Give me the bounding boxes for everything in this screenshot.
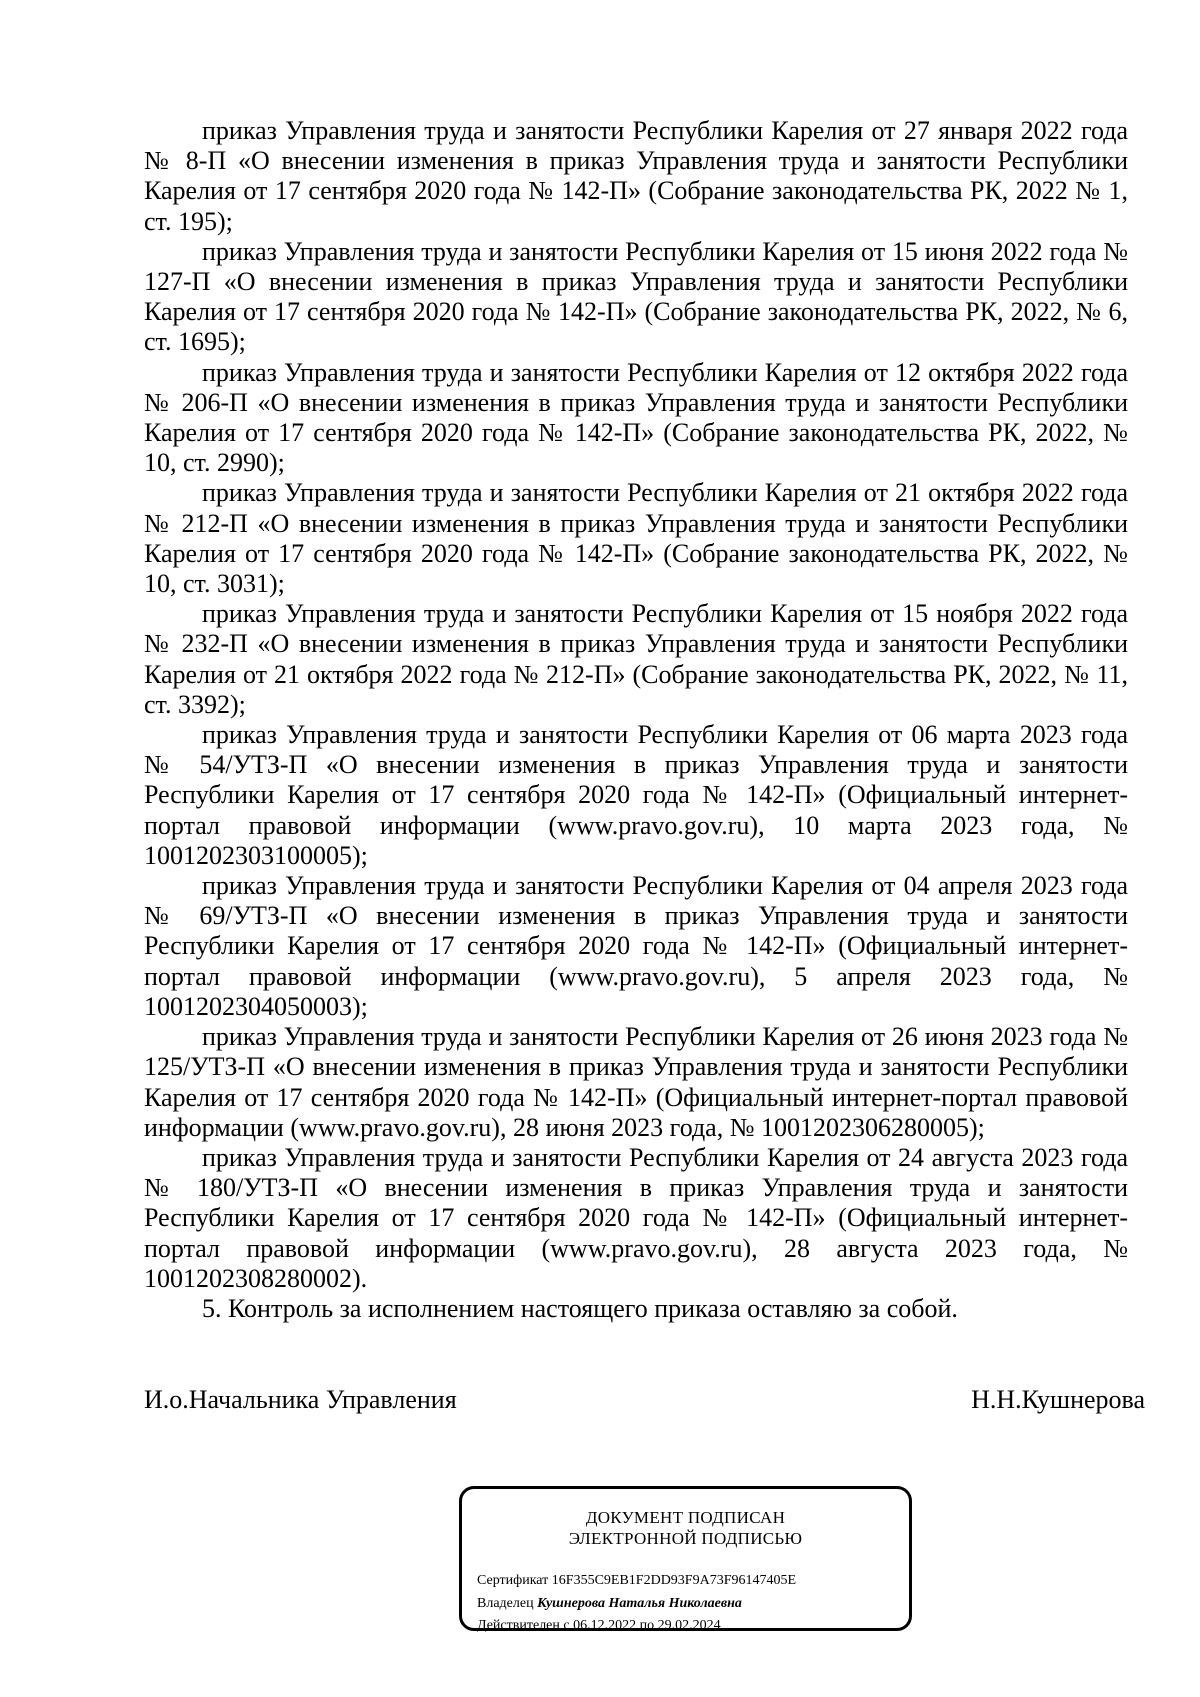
signer-position: И.о.Начальника Управления xyxy=(144,1385,457,1414)
stamp-title-line: ДОКУМЕНТ ПОДПИСАН xyxy=(585,1508,786,1527)
control-clause: 5. Контроль за исполнением настоящего приказа оставляю за собой. xyxy=(202,1293,958,1323)
stamp-owner xyxy=(477,1595,742,1613)
electronic-signature-stamp xyxy=(459,1486,912,1631)
list-item: приказ Управления труда и занятости Республики Карелия от 15 июня 2022 года № 127-П «О внесении изменения в приказ Управления труда и занятости Республики Карелия от 17 сентября 2020 года № 142-П» (Собрание законодательства РК, 2022, № 6, ст. 1695); xyxy=(144,236,1128,357)
stamp-validity-label: Действителен xyxy=(477,1618,560,1633)
stamp-certificate-value: 16F355C9EB1F2DD93F9A73F96147405E xyxy=(551,1573,797,1588)
list-item: приказ Управления труда и занятости Республики Карелия от 12 октября 2022 года № 206-П «О внесении изменения в приказ Управления труда и занятости Республики Карелия от 17 сентября 2020 года № 142-П» (Собрание законодательства РК, 2022, № 10, ст. 2990); xyxy=(144,357,1128,478)
stamp-title xyxy=(462,1507,909,1549)
list-item: приказ Управления труда и занятости Республики Карелия от 27 января 2022 года № 8-П «О внесении изменения в приказ Управления труда и занятости Республики Карелия от 17 сентября 2020 года № 142-П» (Собрание законодательства РК, 2022 № 1, ст. 195); xyxy=(144,116,1128,236)
stamp-validity-from: 06.12.2022 xyxy=(573,1618,637,1633)
stamp-title-line: ЭЛЕКТРОННОЙ ПОДПИСЬЮ xyxy=(568,1529,803,1548)
document-body xyxy=(144,116,1128,1324)
list-item: приказ Управления труда и занятости Республики Карелия от 06 марта 2023 года № 54/УТЗ-П «О внесении изменения в приказ Управления труда и занятости Республики Карелия от 17 сентября 2020 года № 142-П» (Официальный интернет-портал правовой информации (www.pravo.gov.ru), 10 марта 2023 года, № 1001202303100005); xyxy=(144,720,1128,870)
list-item: приказ Управления труда и занятости Республики Карелия от 26 июня 2023 года № 125/УТЗ-П «О внесении изменения в приказ Управления труда и занятости Республики Карелия от 17 сентября 2020 года № 142-П» (Официальный интернет-портал правовой информации (www.pravo.gov.ru), 28 июня 2023 года, № 1001202306280005); xyxy=(144,1022,1128,1142)
stamp-owner-label: Владелец xyxy=(477,1596,534,1611)
list-item: приказ Управления труда и занятости Республики Карелия от 21 октября 2022 года № 212-П «О внесении изменения в приказ Управления труда и занятости Республики Карелия от 17 сентября 2020 года № 142-П» (Собрание законодательства РК, 2022, № 10, ст. 3031); xyxy=(144,478,1128,599)
stamp-validity-to-prefix: по xyxy=(639,1618,655,1633)
stamp-owner-value: Кушнерова Наталья Николаевна xyxy=(537,1596,742,1611)
stamp-certificate-label: Сертификат xyxy=(477,1573,549,1588)
list-item: приказ Управления труда и занятости Республики Карелия от 04 апреля 2023 года № 69/УТЗ-П «О внесении изменения в приказ Управления труда и занятости Республики Карелия от 17 сентября 2020 года № 142-П» (Официальный интернет-портал правовой информации (www.pravo.gov.ru), 5 апреля 2023 года, № 1001202304050003); xyxy=(144,871,1128,1021)
stamp-validity-to: 29.02.2024 xyxy=(657,1618,721,1633)
stamp-validity xyxy=(477,1617,721,1635)
list-item: приказ Управления труда и занятости Республики Карелия от 15 ноября 2022 года № 232-П «О внесении изменения в приказ Управления труда и занятости Республики Карелия от 21 октября 2022 года № 212-П» (Собрание законодательства РК, 2022, № 11, ст. 3392); xyxy=(144,599,1128,719)
stamp-certificate xyxy=(477,1572,796,1590)
stamp-validity-from-prefix: с xyxy=(563,1618,570,1633)
signer-name: Н.Н.Кушнерова xyxy=(971,1385,1145,1414)
list-item: приказ Управления труда и занятости Республики Карелия от 24 августа 2023 года № 180/УТЗ-П «О внесении изменения в приказ Управления труда и занятости Республики Карелия от 17 сентября 2020 года № 142-П» (Официальный интернет-портал правовой информации (www.pravo.gov.ru), 28 августа 2023 года, № 1001202308280002). xyxy=(144,1142,1128,1293)
